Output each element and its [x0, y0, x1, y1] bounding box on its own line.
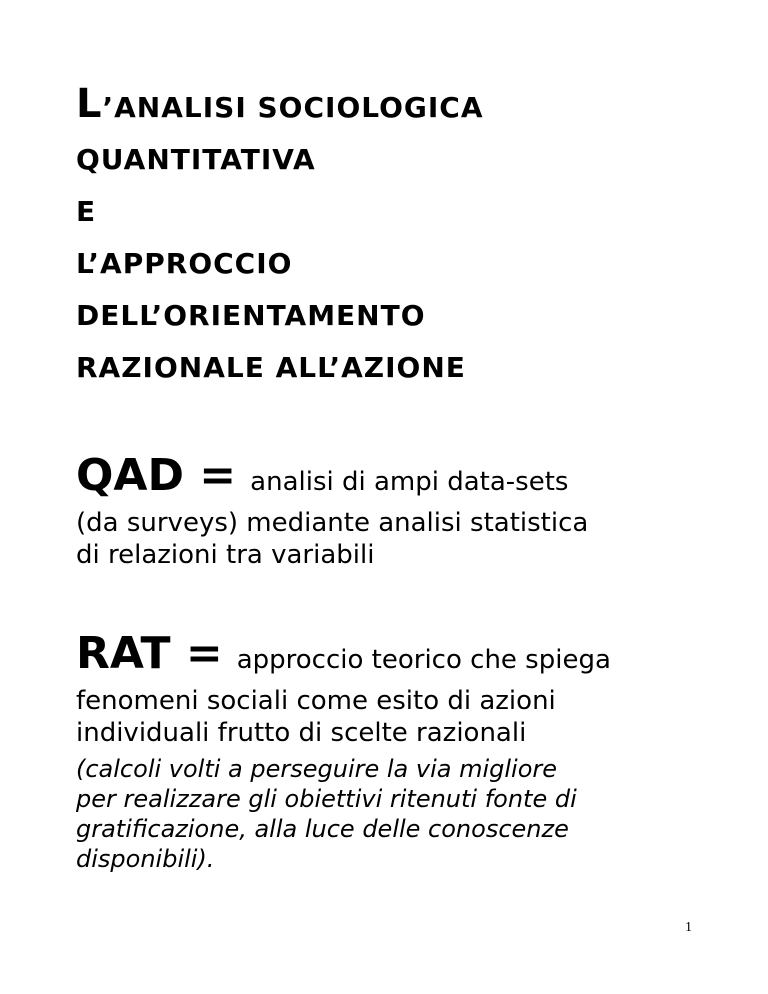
rat-body — [76, 685, 716, 749]
rat-note — [76, 754, 716, 874]
rat-lead-text: approccio teorico che spiega — [236, 645, 611, 675]
qad-body — [76, 507, 716, 571]
qad-acronym: QAD = — [76, 450, 237, 501]
title-line-6: RAZIONALE ALL’AZIONE — [76, 351, 466, 384]
qad-lead-text: analisi di ampi data-sets — [250, 467, 569, 497]
note-line-4: disponibili). — [76, 845, 215, 873]
slide-title — [76, 78, 716, 394]
rat-body-line-1: fenomeni sociali come esito di azioni — [76, 686, 556, 716]
rat-acronym: RAT = — [76, 628, 223, 679]
qad-definition — [76, 450, 716, 571]
page-number: 1 — [685, 920, 692, 935]
note-line-1: (calcoli volti a perseguire la via migliore — [76, 755, 558, 783]
title-line-2: QUANTITATIVA — [76, 143, 316, 176]
rat-body-line-2: individuali frutto di scelte razionali — [76, 718, 527, 748]
title-line-3: E — [76, 195, 97, 228]
rat-heading-row — [76, 628, 716, 679]
title-line-1 — [76, 78, 716, 134]
qad-body-line-1: (da surveys) mediante analisi statistica — [76, 508, 589, 538]
title-line-1-text: ’ANALISI SOCIOLOGICA — [102, 91, 484, 124]
qad-body-line-2: di relazioni tra variabili — [76, 540, 375, 570]
note-line-2: per realizzare gli obiettivi ritenuti fonte di — [76, 785, 577, 813]
note-line-3: gratificazione, alla luce delle conoscenze — [76, 815, 569, 843]
rat-definition — [76, 628, 716, 749]
title-initial: L — [76, 81, 103, 127]
qad-heading-row — [76, 450, 716, 501]
title-line-5: DELL’ORIENTAMENTO — [76, 299, 426, 332]
title-line-4: L’APPROCCIO — [76, 247, 293, 280]
